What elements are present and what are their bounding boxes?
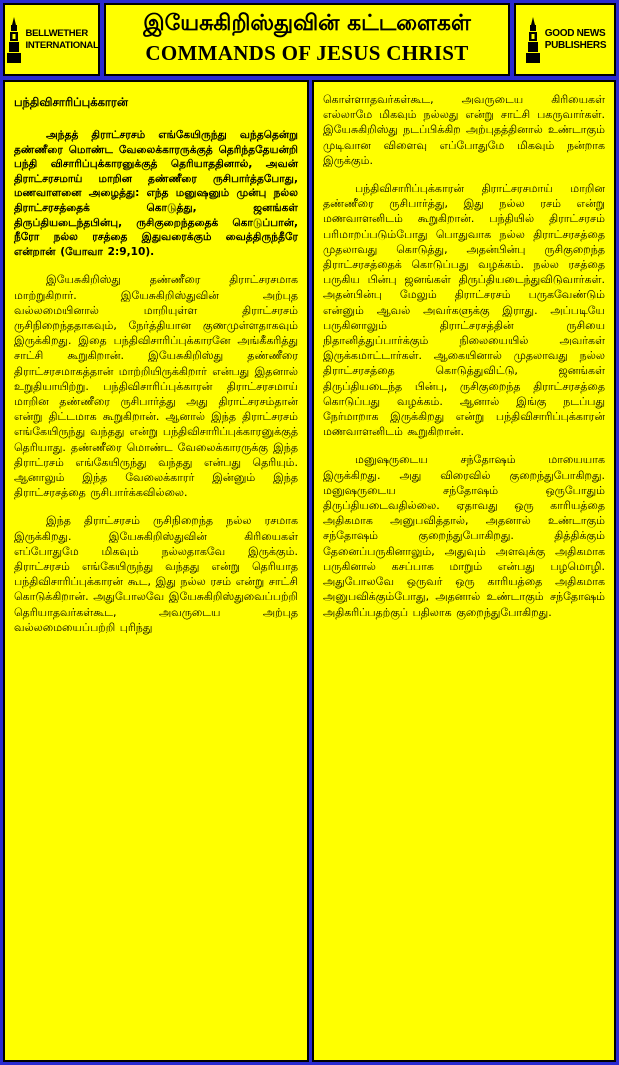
left-column bbox=[3, 80, 309, 1062]
paragraph: கொள்ளாதவர்கள்கூட, அவருடைய கிரியைகள் எல்லாமே மிகவும் நல்லது என்று சாட்சி பகருவார்கள். இயேசுகிறிஸ்து நடப்பிக்கிற அற்புதத்தினால் உண்டாகும் முடிவான விளைவு எப்போதுமே மிகவும் நன்றாக இருக்கும். bbox=[323, 93, 605, 167]
tower-logo-icon bbox=[5, 17, 23, 63]
title-english: COMMANDS OF JESUS CHRIST bbox=[145, 41, 469, 65]
bellwether-logo-line1: BELLWETHER bbox=[25, 27, 88, 39]
good-news-logo-line1: GOOD NEWS bbox=[544, 27, 606, 39]
article-heading: பந்திவிசாரிப்புக்காரன் bbox=[14, 95, 129, 109]
paragraph: இந்த திராட்சரசம் ருசிநிறைந்த நல்ல ரசமாக இருக்கிறது. இயேசுகிறிஸ்துவின் கிரியைகள் எப்போதுமே மிகவும் நல்லதாகவே இருக்கும். திராட்சரசம் எங்கேயிருந்து வந்தது என்று தெரியாத பந்திவிசாரிப்புக்காரன் கூட, இது நல்ல ரசம் என்று சாட்சி கொடுக்கிறான். அதுபோலவே இயேசுகிறிஸ்துவைப்பற்றி தெரியாதவர்கள்கூட, அவருடைய அற்புத வல்லமையைப்பற்றி புரிந்து bbox=[14, 514, 298, 634]
right-column bbox=[312, 80, 616, 1062]
bellwether-logo-line2: INTERNATIONAL bbox=[25, 39, 99, 51]
bellwether-logo bbox=[3, 3, 100, 76]
good-news-logo bbox=[514, 3, 616, 76]
tower-logo-icon bbox=[524, 17, 542, 63]
good-news-logo-line2: PUBLISHERS bbox=[544, 39, 607, 51]
title-banner bbox=[104, 3, 510, 76]
scripture-quote: அந்தத் திராட்சரசம் எங்கேயிருந்து வந்ததென்று தண்ணீரை மொண்ட வேலைக்காரருக்குத் தெரிந்ததேயன்றி பந்தி விசாரிப்புக்காரனுக்குத் தெரியாததினால், அவன் திராட்சரசமாய் மாறின தண்ணீரை ருசிபார்த்தபோது, மணவாளனை அழைத்து: எந்த மனுஷனும் முன்பு நல்ல திராட்சரசத்தைக் கொடுத்து, ஜனங்கள் திருப்தியடைந்தபின்பு, ருசிகுறைந்ததைக் கொடுப்பான், நீரோ நல்ல ரசத்தை இதுவரைக்கும் வைத்திருந்தீரே என்றான் (யோவா 2:9,10). bbox=[14, 129, 298, 258]
paragraph: பந்திவிசாரிப்புக்காரன் திராட்சரசமாய் மாறின தண்ணீரை ருசிபார்த்து, இது நல்ல ரசம் என்று மணவாளனிடம் கூறுகிறான். பந்தியில் திராட்சரசம் பரிமாறப்படும்போது பொதுவாக நல்ல திராட்சரசத்தை முதலாவது கொடுத்து, அதன்பின்பு ருசிகுறைந்த திராட்சரசத்தைக் கொடுப்பது வழக்கம். நல்ல ரசத்தை பருகிய பின்பு ஜனங்கள் திருப்தியடைந்துவிடுவார்கள். அதன்பின்பு மேலும் திராட்சரசம் பருகவேண்டும் என்னும் ஆவல் அவர்களுக்கு இராது. அப்படியே பருகினாலும் திராட்சரசத்தின் ருசியை நிதானித்துப்பார்க்கும் நிலையையில் அவர்கள் இருக்கமாட்டார்கள். ஆகையினால் முதலாவது நல்ல திராட்சரசத்தை கொடுத்துவிட்டு, ஜனங்கள் திருப்தியடைந்த பின்பு, ருசிகுறைந்த திராட்சரசத்தை கொடுப்பது வழக்கம். ஆனால் இங்கு நடப்பது நேர்மாறாக இருக்கிறது என்று பந்திவிசாரிப்புக்காரன் மணவாளனிடம் கூறுகிறான். bbox=[323, 182, 605, 439]
paragraph: இயேசுகிறிஸ்து தண்ணீரை திராட்சரசமாக மாற்றுகிறார். இயேசுகிறிஸ்துவின் அற்புத வல்லமையினால் மாறியுள்ள திராட்சரசம் ருசிநிறைந்ததாகவும், நேர்த்தியான குணமுள்ளதாகவும் இருக்கிறது. இதை பந்திவிசாரிப்புக்காரனே அங்கீகரித்து சாட்சி கூறுகிறான். இயேசுகிறிஸ்து தண்ணீரை திராட்சரசமாகத்தான் மாற்றியிருக்கிறார் என்பது இதனால் உறுதியாயிற்று. பந்திவிசாரிப்புக்காரன் திராட்சரசமாய் மாறின தண்ணீரை ருசிபார்த்து அது திராட்சரசம்தான் என்று திட்டமாக கூறுகிறான். ஆனால் இந்த திராட்சரசம் எங்கேயிருந்து வந்தது என்று பந்திவிசாரிப்புக்காரனுக்குத் தெரியாது. தண்ணீரை மொண்ட வேலைக்காரருக்கு இந்த திராட்ரசம் எங்கேயிருந்து வந்தது என்பது தெரியும். ஆனாலும் இந்த வேலைக்காரர் இன்னும் இந்த திராட்சரசத்தை ருசிபார்க்கவில்லை. bbox=[14, 273, 298, 500]
title-tamil: இயேசுகிறிஸ்துவின் கட்டளைகள் bbox=[143, 11, 471, 36]
paragraph: மனுஷருடைய சந்தோஷம் மாயையாக இருக்கிறது. அது விரைவில் குறைந்துபோகிறது. மனுஷருடைய சந்தோஷம் ஒருபோதும் திருப்தியடைவதில்லை. ஏதாவது ஒரு காரியத்தை அதிகமாக அனுபவித்தால், அதனால் உண்டாகும் சந்தோஷம் குறைந்துபோகிறது. தித்திக்கும் தேனைப்பருகினாலும், அதுவும் அளவுக்கு அதிகமாக பருகினால் கசப்பாக மாறும் என்பது பழமொழி. அதுபோலவே ஒருவர் ஒரு காரியத்தை அதிகமாக அனுபவிக்கும்போது, அதனால் உண்டாகும் சந்தோஷம் அதிகரிப்பதற்குப் பதிலாக குறைந்துபோகிறது. bbox=[323, 453, 605, 619]
